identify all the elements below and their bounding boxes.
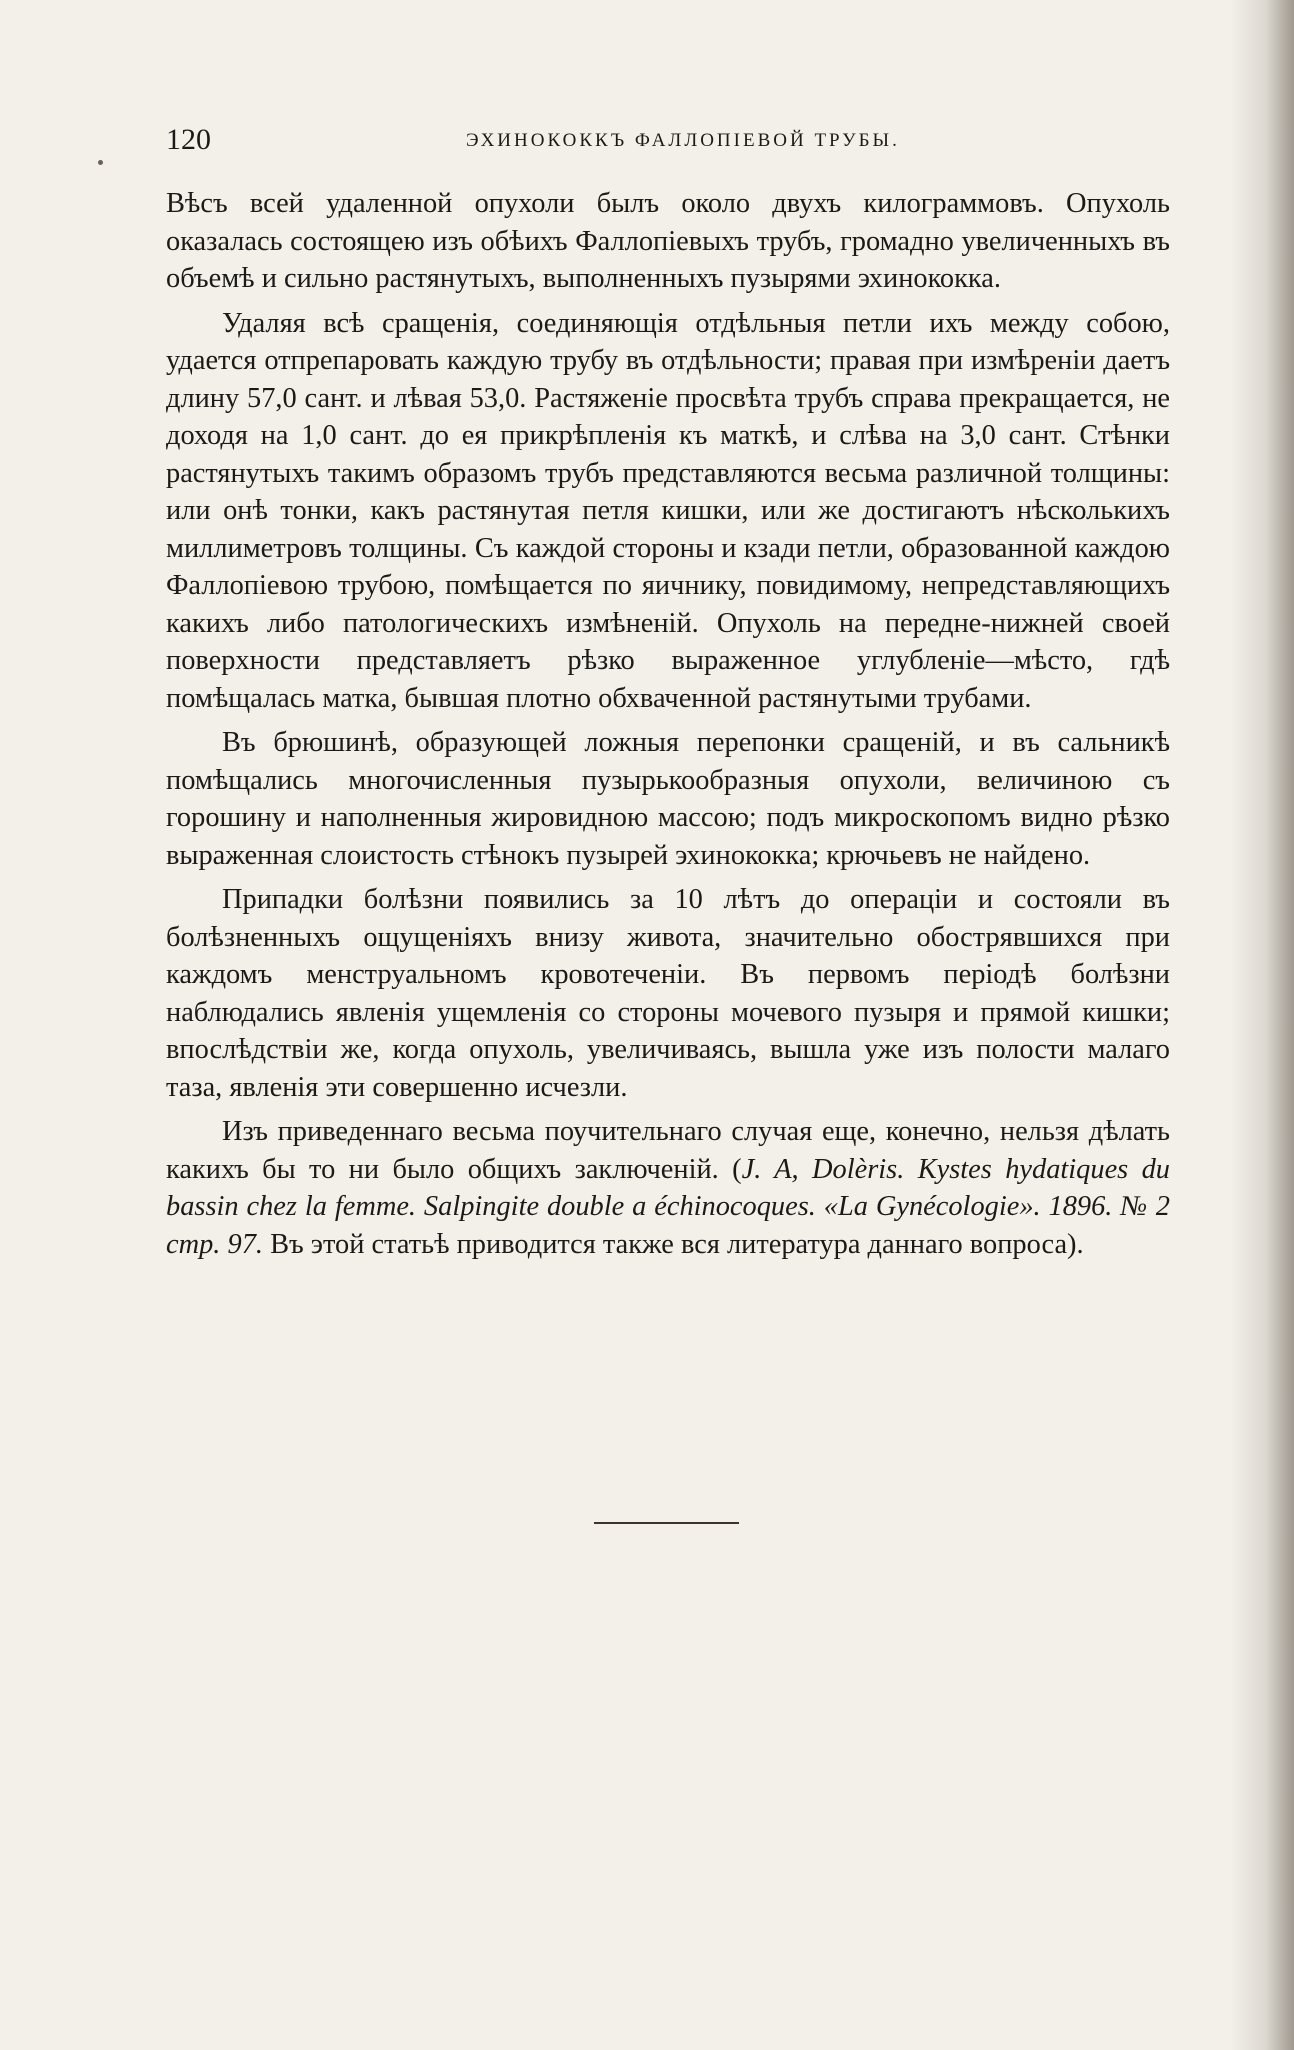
paragraph-5-text-after: Въ этой статьѣ приводится также вся литература даннаго вопроса). [262, 1228, 1084, 1260]
paragraph-4: Припадки болѣзни появились за 10 лѣтъ до операціи и состояли въ болѣзненныхъ ощущеніяхъ внизу живота, значительно обострявшихся при каждомъ менструальномъ кровотеченіи. Въ первомъ періодѣ болѣзни наблюдались явленія ущемленія со стороны мочевого пузыря и прямой кишки; впослѣдствіи же, когда опухоль, увеличиваясь, вышла уже изъ полости малаго таза, явленія эти совершенно исчезли. [166, 884, 1170, 1103]
paragraph-5 [166, 1113, 1170, 1263]
running-title: ЭХИНОКОККЪ ФАЛЛОПІЕВОЙ ТРУБЫ. [466, 130, 900, 151]
paragraph-3: Въ брюшинѣ, образующей ложныя перепонки сращеній, и въ сальникѣ помѣщались многочисленныя пузырькообразныя опухоли, величиною съ горошину и наполненныя жировидною массою; подъ микроскопомъ видно рѣзко выраженная слоистость стѣнокъ пузырей эхинококка; крючьевъ не найдено. [166, 727, 1170, 871]
paragraph-1: Вѣсъ всей удаленной опухоли былъ около двухъ килограммовъ. Опухоль оказалась состоящею изъ обѣихъ Фаллопіевыхъ трубъ, громадно увеличенныхъ въ объемѣ и сильно растянутыхъ, выполненныхъ пузырями эхинококка. [166, 188, 1170, 294]
citation: J. A, Dolèris. Kystes hydatiques du bassin chez la femme. Salpingite double a échinocoques. «La Gynécologie». 1896. № 2 стр. 97. [166, 1153, 1171, 1260]
paragraph-2: Удаляя всѣ сращенія, соединяющія отдѣльныя петли ихъ между собою, удается отпрепаровать каждую трубу въ отдѣльности; правая при измѣреніи даетъ длину 57,0 сант. и лѣвая 53,0. Растяженіе просвѣта трубъ справа прекращается, не доходя на 1,0 сант. до ея прикрѣпленія къ маткѣ, и слѣва на 3,0 сант. Стѣнки растянутыхъ такимъ образомъ трубъ представляются весьма различной толщины: или онѣ тонки, какъ растянутая петля кишки, или же достигаютъ нѣсколькихъ миллиметровъ толщины. Съ каждой стороны и кзади петли, образованной каждою Фаллопіевою трубою, помѣщается по яичнику, повидимому, непредставляющихъ какихъ либо патологическихъ измѣненій. Опухоль на передне-нижней своей поверхности представляетъ рѣзко выраженное углубленіе—мѣсто, гдѣ помѣщалась матка, бывшая плотно обхваченной растянутыми трубами. [166, 307, 1170, 714]
paragraph-5-text-before: Изъ приведеннаго весьма поучительнаго случая еще, конечно, нельзя дѣлать какихъ бы то ни было общихъ заключеній. ( [166, 1116, 1170, 1185]
closing-rule [594, 1522, 739, 1524]
page-header [166, 120, 906, 160]
speck [98, 160, 103, 165]
page-number: 120 [166, 123, 211, 156]
body-text [166, 185, 1170, 1270]
